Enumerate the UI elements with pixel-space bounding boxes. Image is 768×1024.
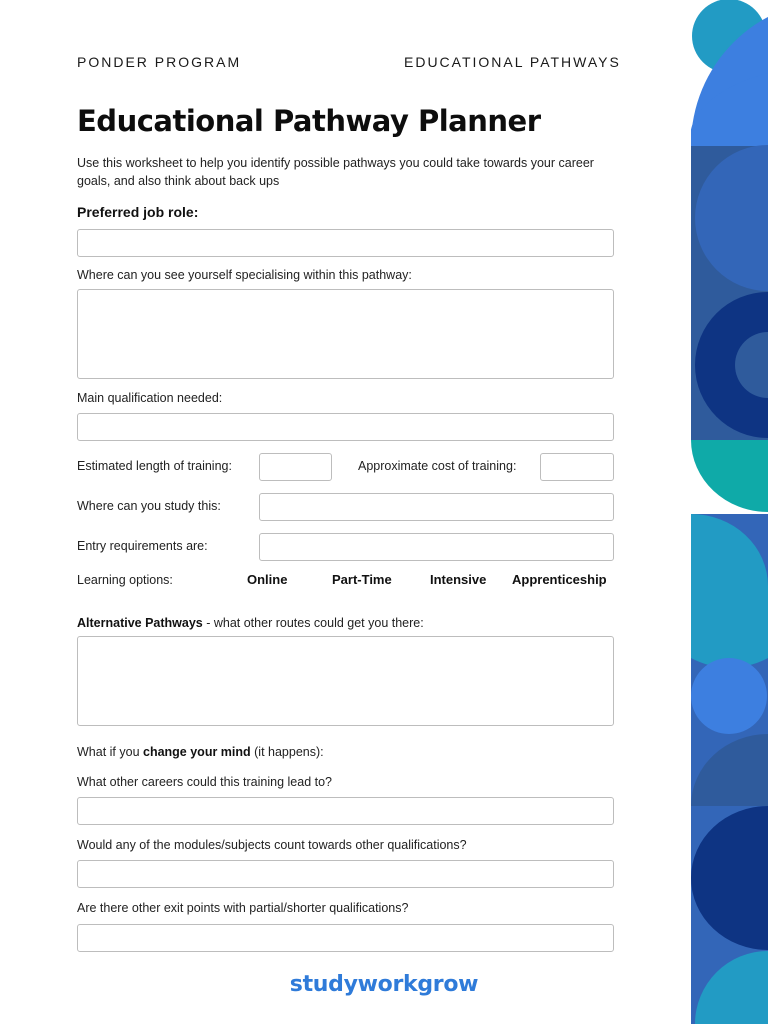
option-apprenticeship[interactable]: Apprenticeship [512, 572, 607, 587]
brand-logo[interactable]: studyworkgrow [289, 972, 479, 997]
training-cost-label: Approximate cost of training: [358, 459, 517, 473]
change-mind-label [77, 745, 324, 759]
modules-count-field[interactable] [77, 860, 614, 888]
training-cost-field[interactable] [540, 453, 614, 481]
preferred-job-role-field[interactable] [77, 229, 614, 257]
change-mind-post: (it happens): [250, 745, 324, 759]
alternative-pathways-field[interactable] [77, 636, 614, 726]
section-name: EDUCATIONAL PATHWAYS [404, 54, 621, 70]
learning-options-label: Learning options: [77, 573, 173, 587]
change-mind-bold: change your mind [143, 745, 251, 759]
main-qualification-label: Main qualification needed: [77, 391, 223, 405]
option-part-time[interactable]: Part-Time [332, 572, 392, 587]
exit-points-label: Are there other exit points with partial/shorter qualifications? [77, 901, 409, 915]
deco-teal-cap [691, 440, 768, 512]
alternative-pathways-heading: Alternative Pathways [77, 616, 203, 630]
preferred-job-role-label: Preferred job role: [77, 204, 199, 220]
decorative-shapes [691, 0, 768, 1024]
exit-points-field[interactable] [77, 924, 614, 952]
training-length-field[interactable] [259, 453, 332, 481]
alternative-pathways-label [77, 616, 424, 630]
entry-requirements-label: Entry requirements are: [77, 539, 208, 553]
program-name: PONDER PROGRAM [77, 54, 242, 70]
modules-count-label: Would any of the modules/subjects count towards other qualifications? [77, 838, 467, 852]
where-study-label: Where can you study this: [77, 499, 221, 513]
entry-requirements-field[interactable] [259, 533, 614, 561]
other-careers-label: What other careers could this training lead to? [77, 775, 332, 789]
training-length-label: Estimated length of training: [77, 459, 232, 473]
page-title: Educational Pathway Planner [77, 104, 541, 138]
deco-circle-light [691, 658, 767, 734]
where-study-field[interactable] [259, 493, 614, 521]
specialising-field[interactable] [77, 289, 614, 379]
option-online[interactable]: Online [247, 572, 288, 587]
option-intensive[interactable]: Intensive [430, 572, 487, 587]
change-mind-pre: What if you [77, 745, 143, 759]
intro-text: Use this worksheet to help you identify possible pathways you could take towards your career goals, and also think about back ups [77, 156, 594, 188]
specialising-label: Where can you see yourself specialising within this pathway: [77, 268, 412, 282]
other-careers-field[interactable] [77, 797, 614, 825]
main-qualification-field[interactable] [77, 413, 614, 441]
alternative-pathways-prompt: - what other routes could get you there: [202, 616, 424, 630]
